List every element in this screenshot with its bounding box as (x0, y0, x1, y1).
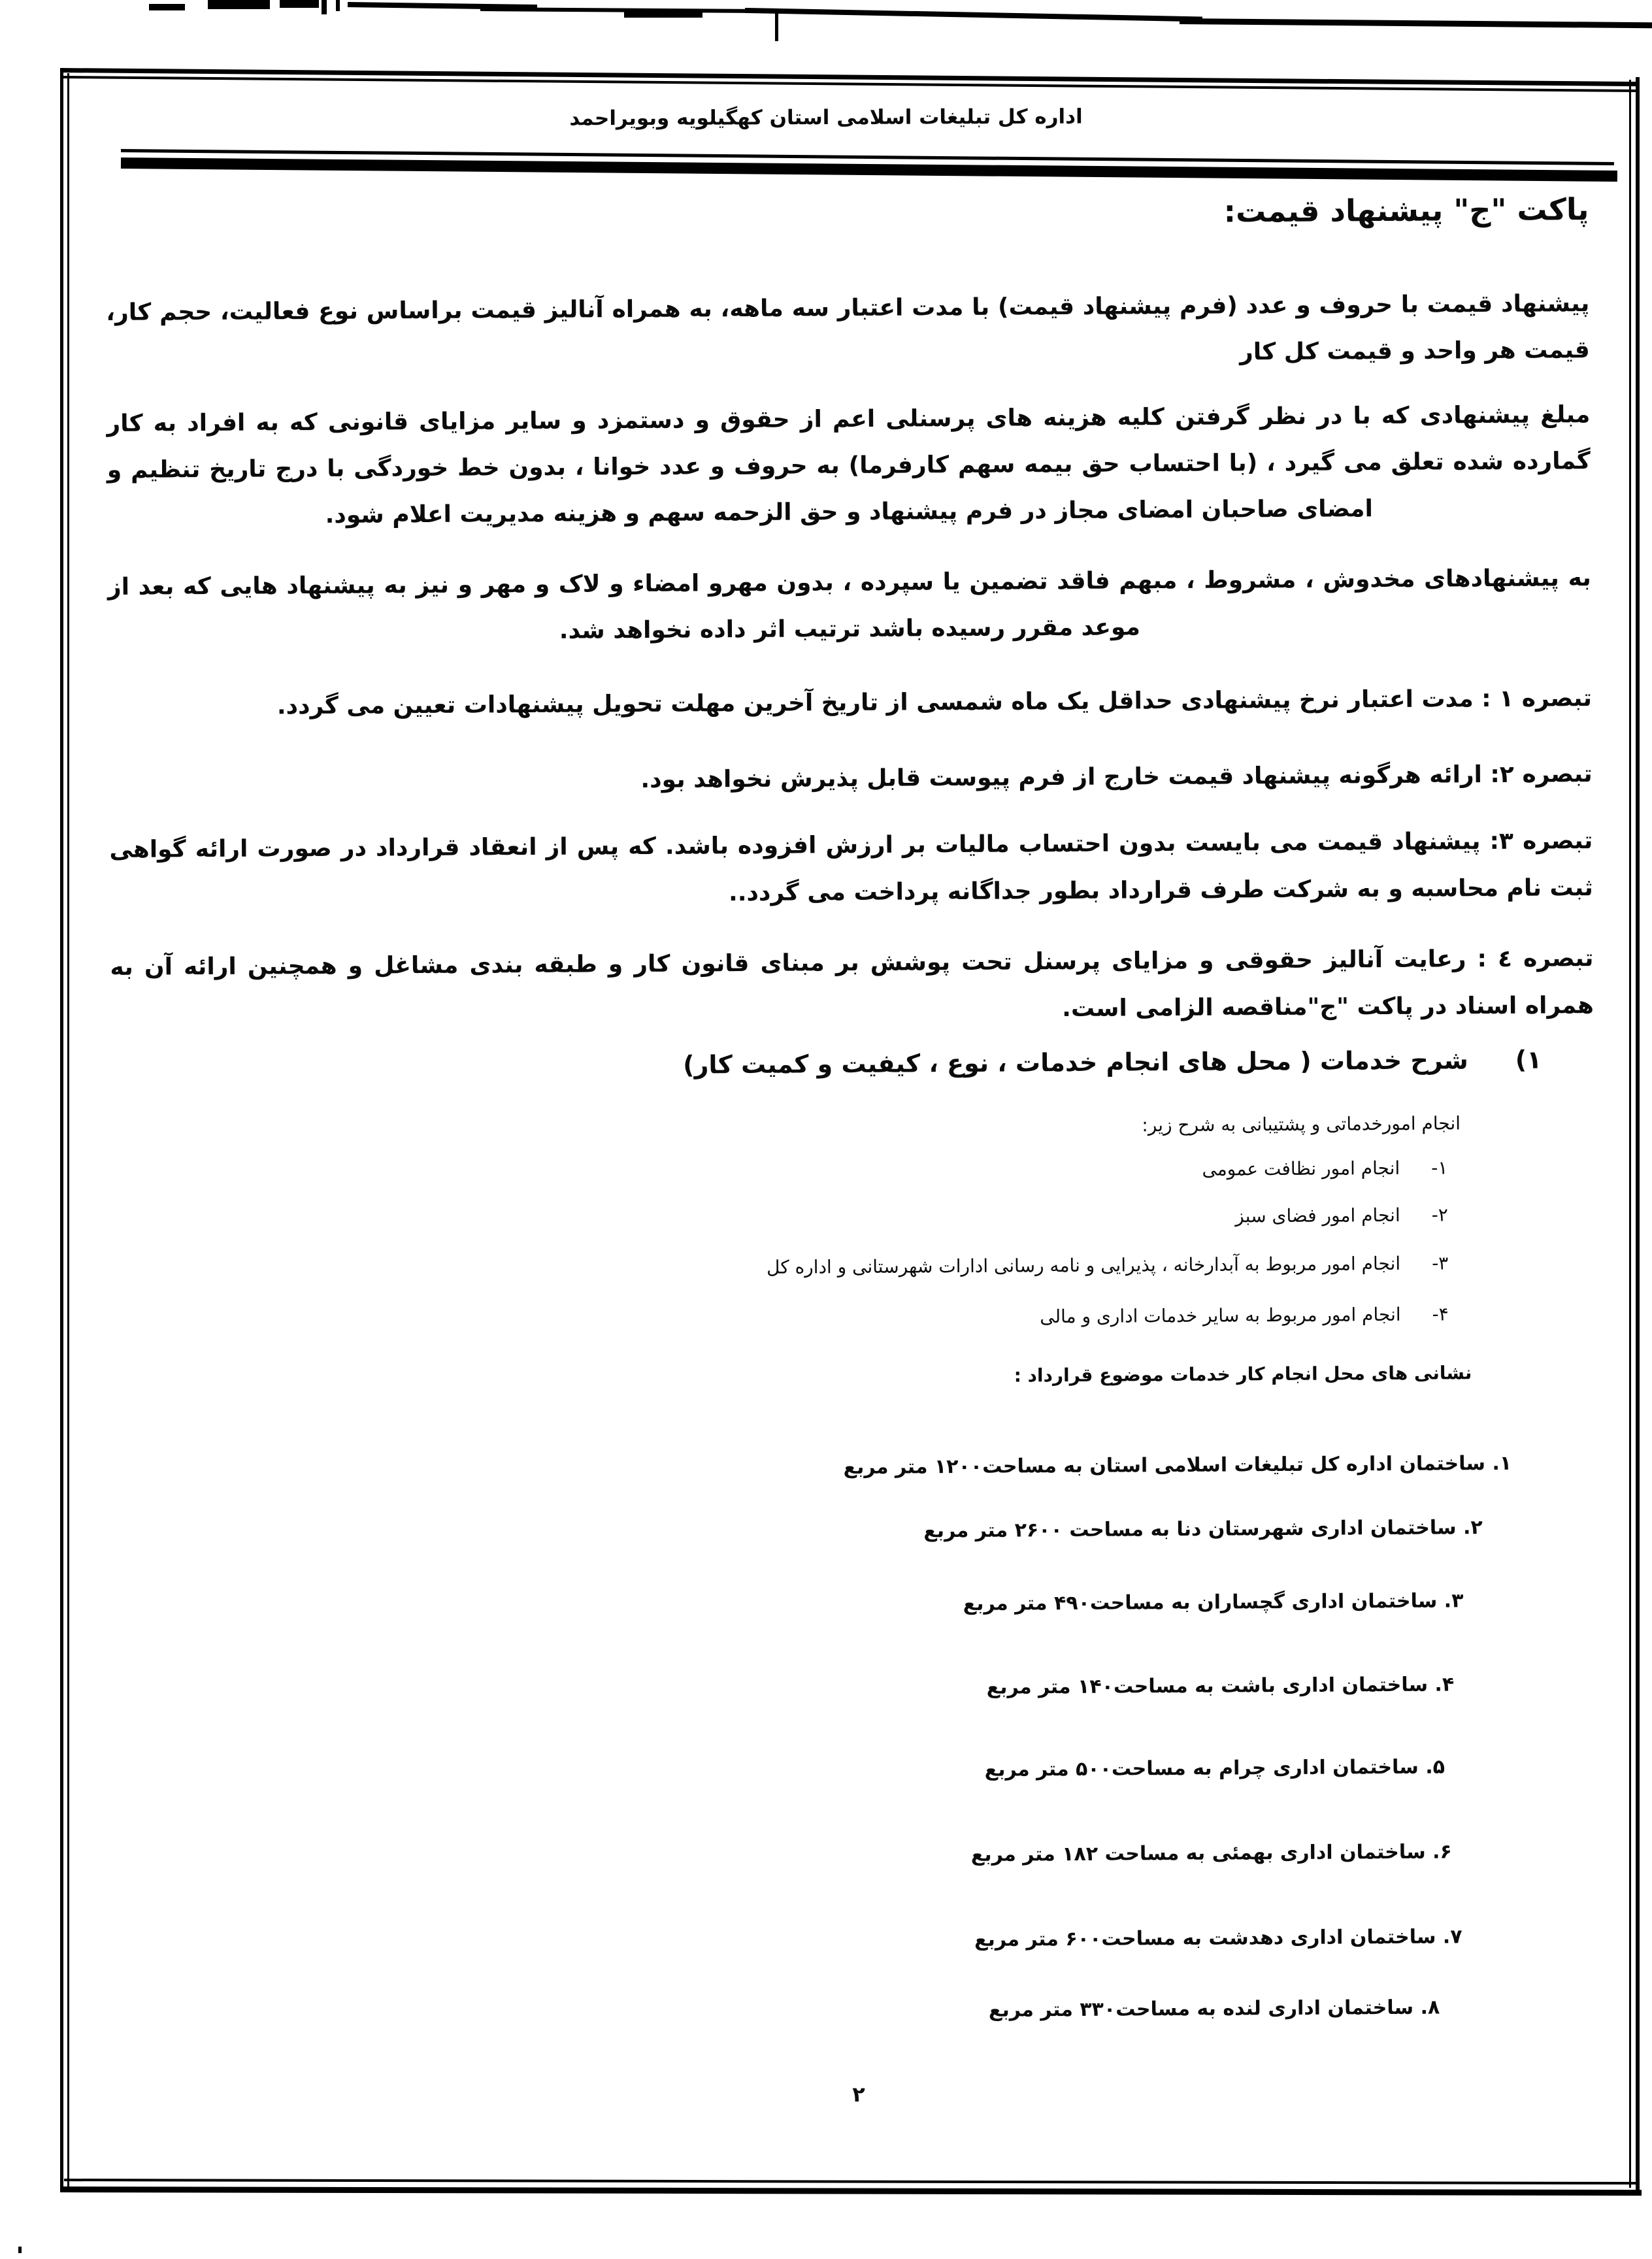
page-frame-right-border (1636, 77, 1640, 2192)
note-4: تبصره ٤ : رعایت آنالیز حقوقی و مزایای پرسنل تحت پوشش بر مبنای قانون کار و طبقه بندی مشاغل و همچنین ارائه آن به همراه اسناد در پاکت "ج"مناقصه الزامی است. (110, 945, 1594, 1023)
note-1: تبصره ۱ : مدت اعتبار نرخ پیشنهادی حداقل یک ماه شمسی از تاریخ آخرین مهلت تحویل پیشنهادات تعیین می گردد. (276, 685, 1593, 720)
address-item: ۷. ساختمان اداری دهدشت به مساحت۶۰۰ متر مربع (974, 1925, 1462, 1951)
service-item-number: ۳- (1432, 1252, 1449, 1274)
services-intro: انجام امورخدماتی و پشتیبانی به شرح زیر: (1142, 1112, 1461, 1136)
service-item-number: ۲- (1431, 1204, 1448, 1226)
service-item-text: انجام امور مربوط به سایر خدمات اداری و مالی (1040, 1303, 1401, 1328)
service-item-text: انجام امور فضای سبز (1235, 1204, 1400, 1227)
service-item (1202, 1157, 1447, 1179)
paragraph-bid-amount: مبلغ پیشنهادی که با در نظر گرفتن کلیه هزینه های پرسنلی اعم از حقوق و دستمزد و سایر مزایای قانونی که به افراد به کار گمارده شده تعلق می گیرد ، (با احتساب حق بیمه سهم کارفرما) به حروف و عدد خوانا ، بدون خط خوردگی با درج تاریخ تنظیم و امضای صاحبان امضای مجاز در فرم پیشنهاد و حق الزحمه سهم و هزینه مدیریت اعلام شود. (107, 401, 1591, 529)
page-number: ۲ (852, 2081, 865, 2107)
services-section-title: شرح خدمات ( محل های انجام خدمات ، نوع ، کیفیت و کمیت کار) (683, 1046, 1468, 1080)
services-section-number: ۱) (1515, 1045, 1542, 1074)
service-item (1040, 1303, 1449, 1327)
page-frame-right-border (1629, 80, 1631, 2188)
service-item-text: انجام امور نظافت عمومی (1202, 1157, 1400, 1180)
service-item-text: انجام امور مربوط به آبدارخانه ، پذیرایی و نامه رسانی ادارات شهرستانی و اداره کل (767, 1252, 1401, 1278)
service-item (767, 1252, 1448, 1278)
address-item: ۴. ساختمان اداری باشت به مساحت۱۴۰ متر مربع (986, 1673, 1455, 1699)
address-item: ۸. ساختمان اداری لنده به مساحت۳۳۰ متر مربع (988, 1996, 1440, 2022)
paragraph-bid-rejection: به پیشنهادهای مخدوش ، مشروط ، مبهم فاقد تضمین یا سپرده ، بدون مهرو امضاء و لاک و مهر و نیز به پیشنهاد هایی که بعد از موعد مقرر رسیده باشد ترتیب اثر داده نخواهد شد. (107, 565, 1592, 644)
service-item-number: ۱- (1431, 1157, 1448, 1179)
document-title: پاکت "ج" پیشنهاد قیمت: (1223, 191, 1589, 229)
document-content (104, 0, 1601, 2259)
services-section-heading (683, 1046, 1542, 1080)
addresses-heading: نشانی های محل انجام کار خدمات موضوع قرارداد : (1014, 1362, 1472, 1387)
scan-artifact (18, 2247, 22, 2253)
note-2: تبصره ۲: ارائه هرگونه پیشنهاد قیمت خارج از فرم پیوست قابل پذیرش نخواهد بود. (640, 761, 1593, 793)
address-item: ۳. ساختمان اداری گچساران به مساحت۴۹۰ متر مربع (963, 1589, 1464, 1615)
note-3: تبصره ۳: پیشنهاد قیمت می بایست بدون احتساب مالیات بر ارزش افزوده باشد. که پس از انعقاد قرارداد در صورت ارائه گواهی ثبت نام محاسبه و به شرکت طرف قرارداد بطور جداگانه پرداخت می گردد.. (109, 827, 1593, 907)
service-item-number: ۴- (1432, 1303, 1449, 1325)
address-item: ۶. ساختمان اداری بهمئی به مساحت ۱۸۲ متر مربع (970, 1840, 1452, 1866)
page-frame-left-border (67, 73, 69, 2188)
organization-header: اداره کل تبلیغات اسلامی استان کهگیلویه وبویراحمد (569, 105, 1083, 131)
address-item: ۱. ساختمان اداره کل تبلیغات اسلامی استان به مساحت۱۲۰۰ متر مربع (843, 1451, 1512, 1479)
paragraph-bid-form: پیشنهاد قیمت با حروف و عدد (فرم پیشنهاد قیمت) با مدت اعتبار سه ماهه، به همراه آنالیز قیمت براساس نوع فعالیت، حجم کار، قیمت هر واحد و قیمت کل کار (106, 290, 1590, 366)
address-item: ۲. ساختمان اداری شهرستان دنا به مساحت ۲۶۰۰ متر مربع (923, 1516, 1483, 1543)
address-item: ۵. ساختمان اداری چرام به مساحت۵۰۰ متر مربع (984, 1755, 1446, 1781)
page-frame-left-border (60, 68, 63, 2192)
service-item (1235, 1204, 1448, 1227)
